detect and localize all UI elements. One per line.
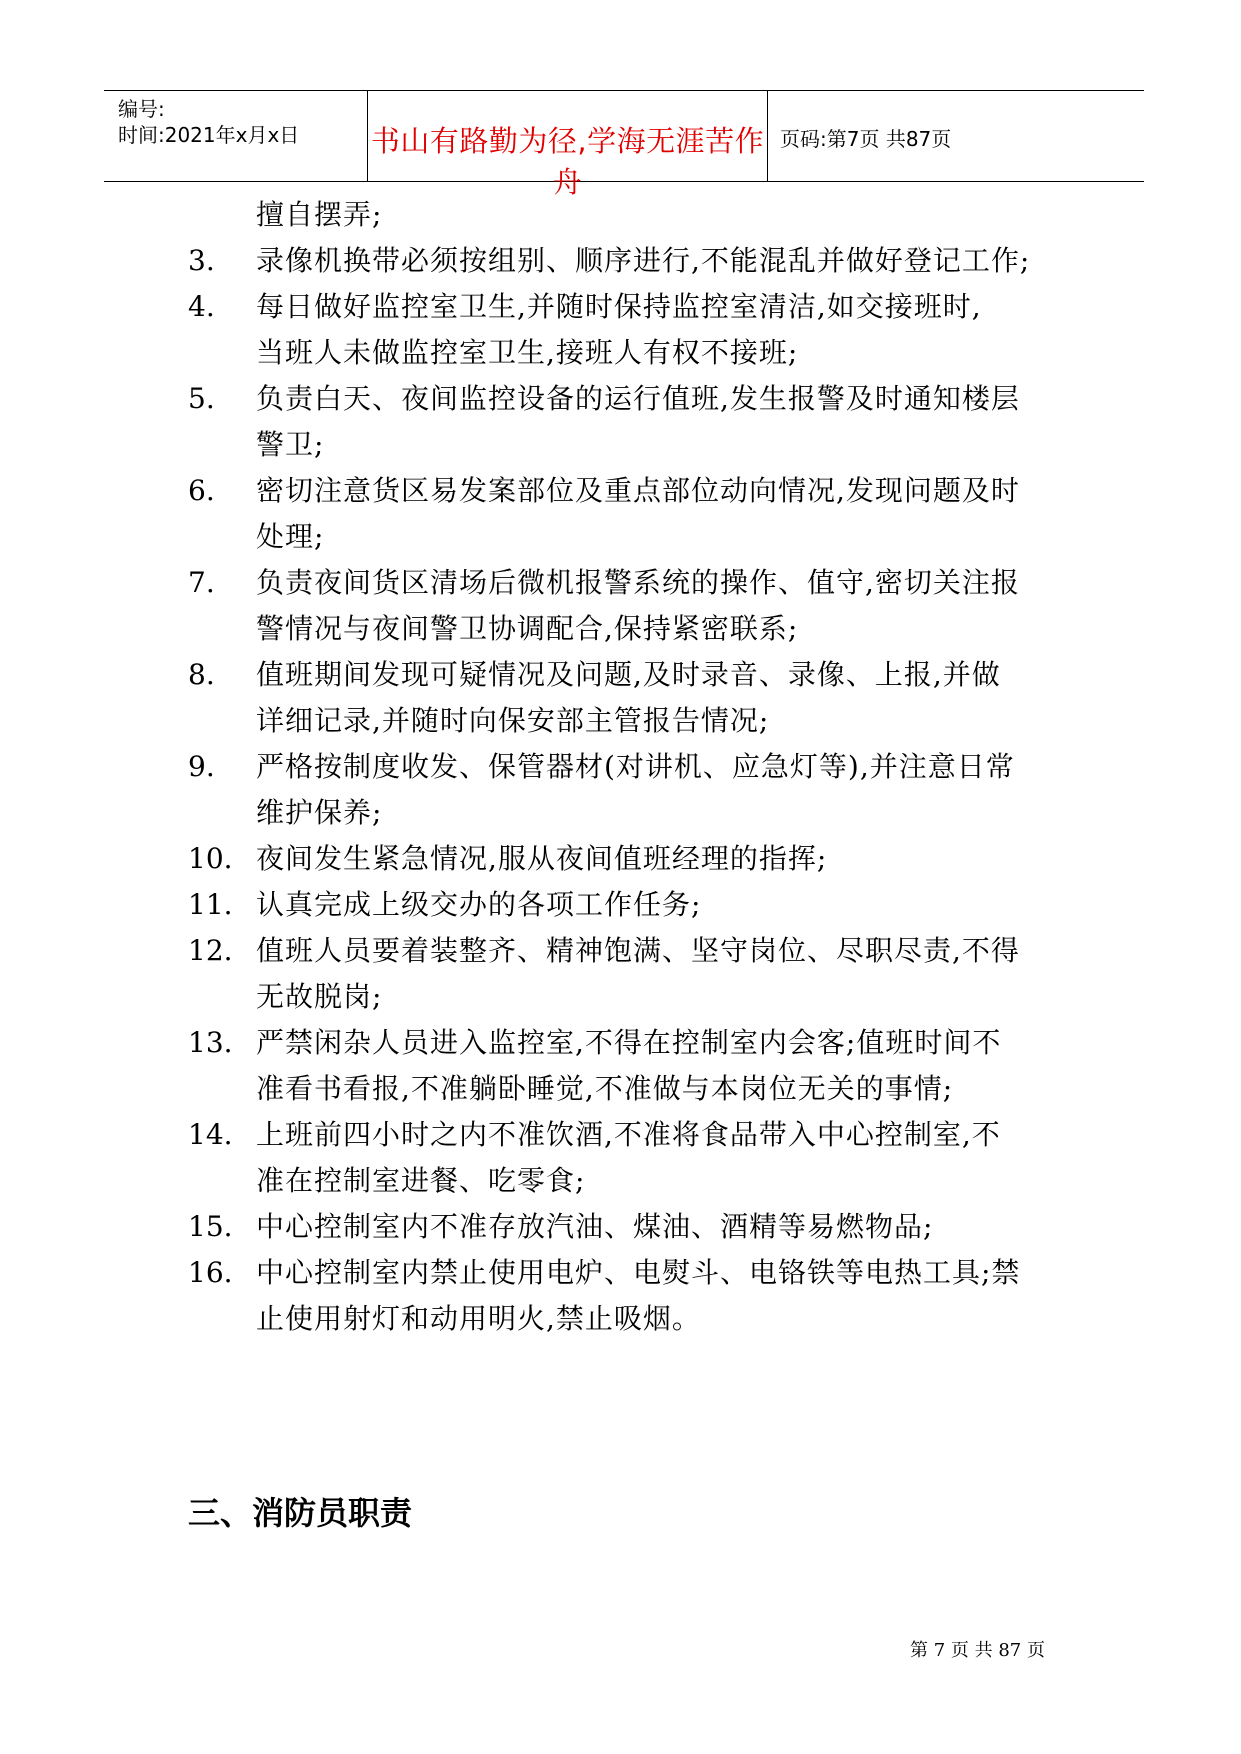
list-item-number: 16.: [188, 1256, 233, 1289]
list-item-number: 7.: [188, 566, 215, 599]
list-item-line: 值班人员要着装整齐、精神饱满、坚守岗位、尽职尽责,不得: [256, 934, 1020, 967]
list-item-text: [256, 1112, 1056, 1204]
list-item-text: [256, 744, 1056, 836]
list-item-line: 录像机换带必须按组别、顺序进行,不能混乱并做好登记工作;: [256, 244, 1031, 277]
list-item-text: [256, 468, 1056, 560]
list-item-line: 维护保养;: [256, 796, 383, 829]
list-item-number: 8.: [188, 658, 215, 691]
list-item-text: [256, 238, 1056, 284]
page-header: [104, 90, 1144, 199]
list-item-line: 值班期间发现可疑情况及问题,及时录音、录像、上报,并做: [256, 658, 1001, 691]
header-motto: 书山有路勤为径,学海无涯苦作舟: [370, 124, 765, 199]
list-item-line: 严禁闲杂人员进入监控室,不得在控制室内会客;值班时间不: [256, 1026, 1002, 1059]
list-item-number: 11.: [188, 888, 233, 921]
list-item-line: 详细记录,并随时向保安部主管报告情况;: [256, 704, 770, 737]
list-item-line: 止使用射灯和动用明火,禁止吸烟。: [256, 1302, 701, 1335]
page-footer: 第 7 页 共 87 页: [910, 1640, 1045, 1661]
list-item-line: 警卫;: [256, 428, 325, 461]
header-page-number: 页码:第7页 共87页: [780, 127, 952, 151]
list-item-line: 中心控制室内不准存放汽油、煤油、酒精等易燃物品;: [256, 1210, 934, 1243]
header-info-cell: [104, 91, 368, 181]
section-title: 三、消防员职责: [188, 1494, 413, 1532]
list-item-text: [256, 1020, 1056, 1112]
list-item-line: 负责夜间货区清场后微机报警系统的操作、值守,密切关注报: [256, 566, 1020, 599]
list-item-number: 5.: [188, 382, 215, 415]
list-item-number: 10.: [188, 842, 233, 875]
list-item-number: 15.: [188, 1210, 233, 1243]
list-item-text: [256, 560, 1056, 652]
list-item-line: 密切注意货区易发案部位及重点部位动向情况,发现问题及时: [256, 474, 1020, 507]
list-item-text: [256, 1250, 1056, 1342]
list-item-number: 12.: [188, 934, 233, 967]
list-item-text: [256, 284, 1056, 376]
list-item-line: 上班前四小时之内不准饮酒,不准将食品带入中心控制室,不: [256, 1118, 1001, 1151]
list-item-text: [256, 928, 1056, 1020]
list-item-number: 6.: [188, 474, 215, 507]
list-item-line: 准在控制室进餐、吃零食;: [256, 1164, 586, 1197]
list-item-line: 处理;: [256, 520, 325, 553]
continuation-text: 擅自摆弄;: [256, 198, 383, 231]
list-item-line: 严格按制度收发、保管器材(对讲机、应急灯等),并注意日常: [256, 750, 1015, 783]
list-item-line: 警情况与夜间警卫协调配合,保持紧密联系;: [256, 612, 799, 645]
list-item-number: 9.: [188, 750, 215, 783]
header-page-cell: [768, 91, 1144, 181]
doc-time-label: 时间:2021年x月x日: [118, 123, 300, 147]
list-item-line: 认真完成上级交办的各项工作任务;: [256, 888, 702, 921]
header-motto-cell: [368, 91, 768, 199]
list-item-line: 负责白天、夜间监控设备的运行值班,发生报警及时通知楼层: [256, 382, 1020, 415]
list-item-text: [256, 376, 1056, 468]
list-item-number: 14.: [188, 1118, 233, 1151]
doc-number-label: 编号:: [118, 97, 165, 121]
list-item-number: 4.: [188, 290, 215, 323]
list-item-line: 每日做好监控室卫生,并随时保持监控室清洁,如交接班时,: [256, 290, 982, 323]
list-item-line: 当班人未做监控室卫生,接班人有权不接班;: [256, 336, 799, 369]
list-item-text: [256, 882, 1056, 928]
list-item-line: 准看书看报,不准躺卧睡觉,不准做与本岗位无关的事情;: [256, 1072, 954, 1105]
list-item-text: [256, 1204, 1056, 1250]
list-item-line: 中心控制室内禁止使用电炉、电熨斗、电铬铁等电热工具;禁: [256, 1256, 1021, 1289]
list-item-number: 3.: [188, 244, 215, 277]
list-item-line: 无故脱岗;: [256, 980, 383, 1013]
list-item-text: [256, 836, 1056, 882]
list-item-line: 夜间发生紧急情况,服从夜间值班经理的指挥;: [256, 842, 828, 875]
list-item-number: 13.: [188, 1026, 233, 1059]
list-item-text: [256, 652, 1056, 744]
